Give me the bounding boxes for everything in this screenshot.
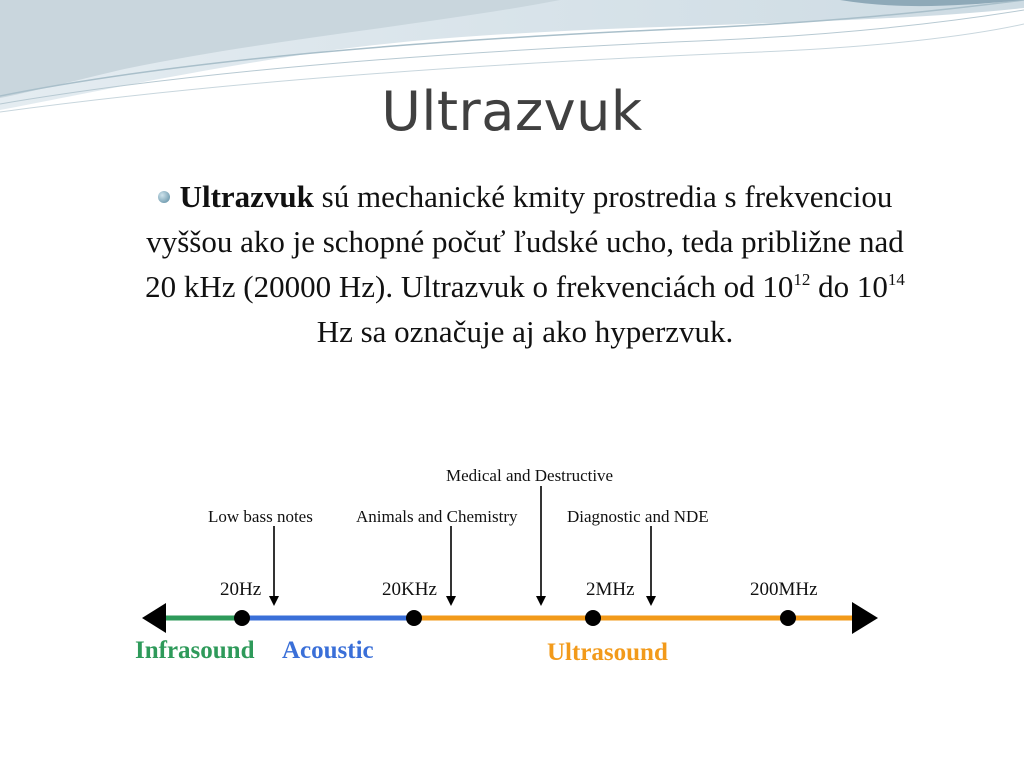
tick-dot-200mhz bbox=[780, 610, 796, 626]
bullet-bold-term: Ultrazvuk bbox=[179, 179, 314, 214]
tick-label-200mhz: 200MHz bbox=[750, 579, 818, 600]
frequency-spectrum-diagram bbox=[120, 452, 880, 676]
tick-label-20hz: 20Hz bbox=[220, 579, 262, 600]
label-medical-destructive: Medical and Destructive bbox=[446, 466, 614, 485]
bullet-text-2: do 10 bbox=[810, 269, 888, 304]
tick-dot-20hz bbox=[234, 610, 250, 626]
region-label-infrasound: Infrasound bbox=[135, 637, 255, 664]
tick-dot-2mhz bbox=[585, 610, 601, 626]
bullet-icon bbox=[158, 191, 170, 203]
bullet-paragraph bbox=[130, 174, 920, 354]
slide-title: Ultrazvuk bbox=[381, 80, 643, 143]
tick-label-20khz: 20KHz bbox=[382, 579, 437, 600]
bullet-exponent-1: 12 bbox=[793, 270, 811, 289]
bullet-text-1: sú mechanické kmity prostredia s frekvenciou vyššou ako je schopné počuť ľudské ucho, teda približne nad 20 kHz (20000 Hz). Ultrazvuk o frekvenciách od 10 bbox=[145, 179, 904, 304]
label-animals-chemistry: Animals and Chemistry bbox=[356, 507, 518, 526]
tick-dot-20khz bbox=[406, 610, 422, 626]
bullet-exponent-2: 14 bbox=[887, 270, 905, 289]
region-label-ultrasound: Ultrasound bbox=[547, 639, 668, 666]
region-label-acoustic: Acoustic bbox=[282, 637, 374, 664]
label-diagnostic-nde: Diagnostic and NDE bbox=[567, 507, 709, 526]
tick-label-2mhz: 2MHz bbox=[586, 579, 635, 600]
bullet-text-3: Hz sa označuje aj ako hyperzvuk. bbox=[316, 314, 734, 349]
label-low-bass-notes: Low bass notes bbox=[208, 507, 313, 526]
